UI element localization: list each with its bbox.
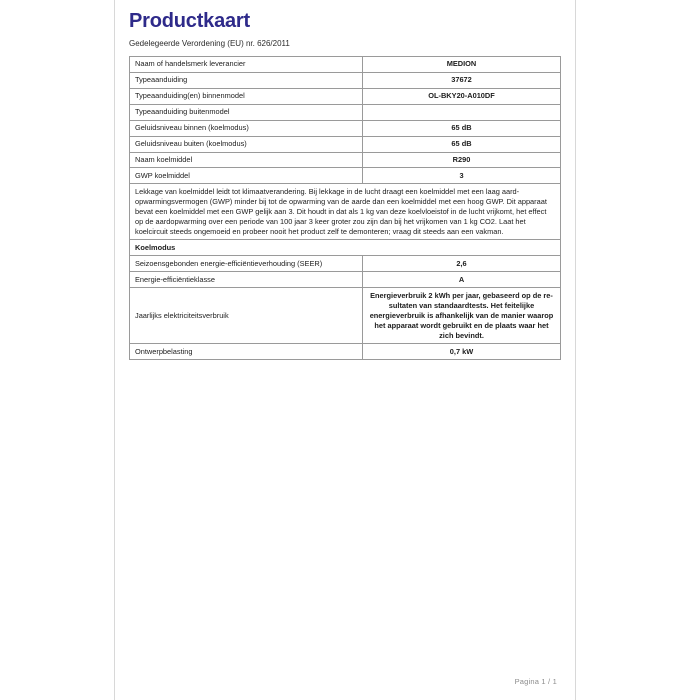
table-section-header: Koelmodus: [130, 240, 561, 256]
document-regulation-subtitle: Gedelegeerde Verordening (EU) nr. 626/2011: [129, 39, 290, 48]
spec-label: Energie-efficiëntieklasse: [130, 272, 363, 288]
spec-value: [363, 104, 561, 120]
table-row: [130, 184, 561, 240]
spec-value: 2,6: [363, 256, 561, 272]
spec-value: 65 dB: [363, 136, 561, 152]
table-row: [130, 256, 561, 272]
table-row: [130, 104, 561, 120]
spec-label: Geluidsniveau binnen (koelmodus): [130, 120, 363, 136]
spec-label: Typeaanduiding buitenmodel: [130, 104, 363, 120]
page-content: [115, 0, 575, 360]
table-row: [130, 240, 561, 256]
spec-value: A: [363, 272, 561, 288]
spec-label: Jaarlijks elektriciteitsverbruik: [130, 288, 363, 344]
product-specification-table: [129, 56, 561, 361]
spec-value: MEDION: [363, 56, 561, 72]
table-row: [130, 88, 561, 104]
spec-value: 65 dB: [363, 120, 561, 136]
spec-label: Naam of handelsmerk leverancier: [130, 56, 363, 72]
spec-label: Typeaanduiding(en) binnenmodel: [130, 88, 363, 104]
page-title: Productkaart: [129, 10, 250, 32]
spec-value: 0,7 kW: [363, 344, 561, 360]
spec-label: Ontwerpbelasting: [130, 344, 363, 360]
spec-value: OL-BKY20-A010DF: [363, 88, 561, 104]
spec-value: 37672: [363, 72, 561, 88]
spec-label: Geluidsniveau buiten (koelmodus): [130, 136, 363, 152]
page-indicator: Pagina 1 / 1: [514, 677, 557, 686]
table-row: [130, 56, 561, 72]
spec-label: GWP koelmiddel: [130, 168, 363, 184]
table-row: [130, 152, 561, 168]
table-row: [130, 168, 561, 184]
spec-label: Seizoensgebonden energie-efficiëntieverhouding (SEER): [130, 256, 363, 272]
table-row: [130, 136, 561, 152]
table-row: [130, 120, 561, 136]
table-row: [130, 272, 561, 288]
spec-value: 3: [363, 168, 561, 184]
spec-label: Typeaanduiding: [130, 72, 363, 88]
refrigerant-note-cell: Lekkage van koelmiddel leidt tot klimaatverandering. Bij lekkage in de lucht draagt een koelmiddel met een laag aardopwarmingsvermogen (GWP) minder bij tot de opwarming van de aarde dan een koelmiddel met een hoog GWP. Dit apparaat bevat een koelmiddel met een GWP gelijk aan 3. Dit houdt in dat als 1 kg van deze koelvloeistof in de lucht vrijkomt, het effect op de aardopwarming over een periode van 100 jaar 3 keer groter zou zijn dan bij het vrijkomen van 1 kg CO2. Laat het koelcircuit steeds ongemoeid en probeer nooit het product zelf te demonteren; vraag dit steeds aan een vakman.: [130, 184, 561, 240]
spec-value: Energieverbruik 2 kWh per jaar, gebaseerd op de resultaten van standaardtests. Het feitelijke energieverbruik is afhankelijk van de manier waarop het apparaat wordt gebruikt en de plaats waar het zich bevindt.: [363, 288, 561, 344]
spec-label: Naam koelmiddel: [130, 152, 363, 168]
document-page: [114, 0, 576, 700]
table-row: [130, 72, 561, 88]
table-row: [130, 344, 561, 360]
table-row: [130, 288, 561, 344]
spec-value: R290: [363, 152, 561, 168]
